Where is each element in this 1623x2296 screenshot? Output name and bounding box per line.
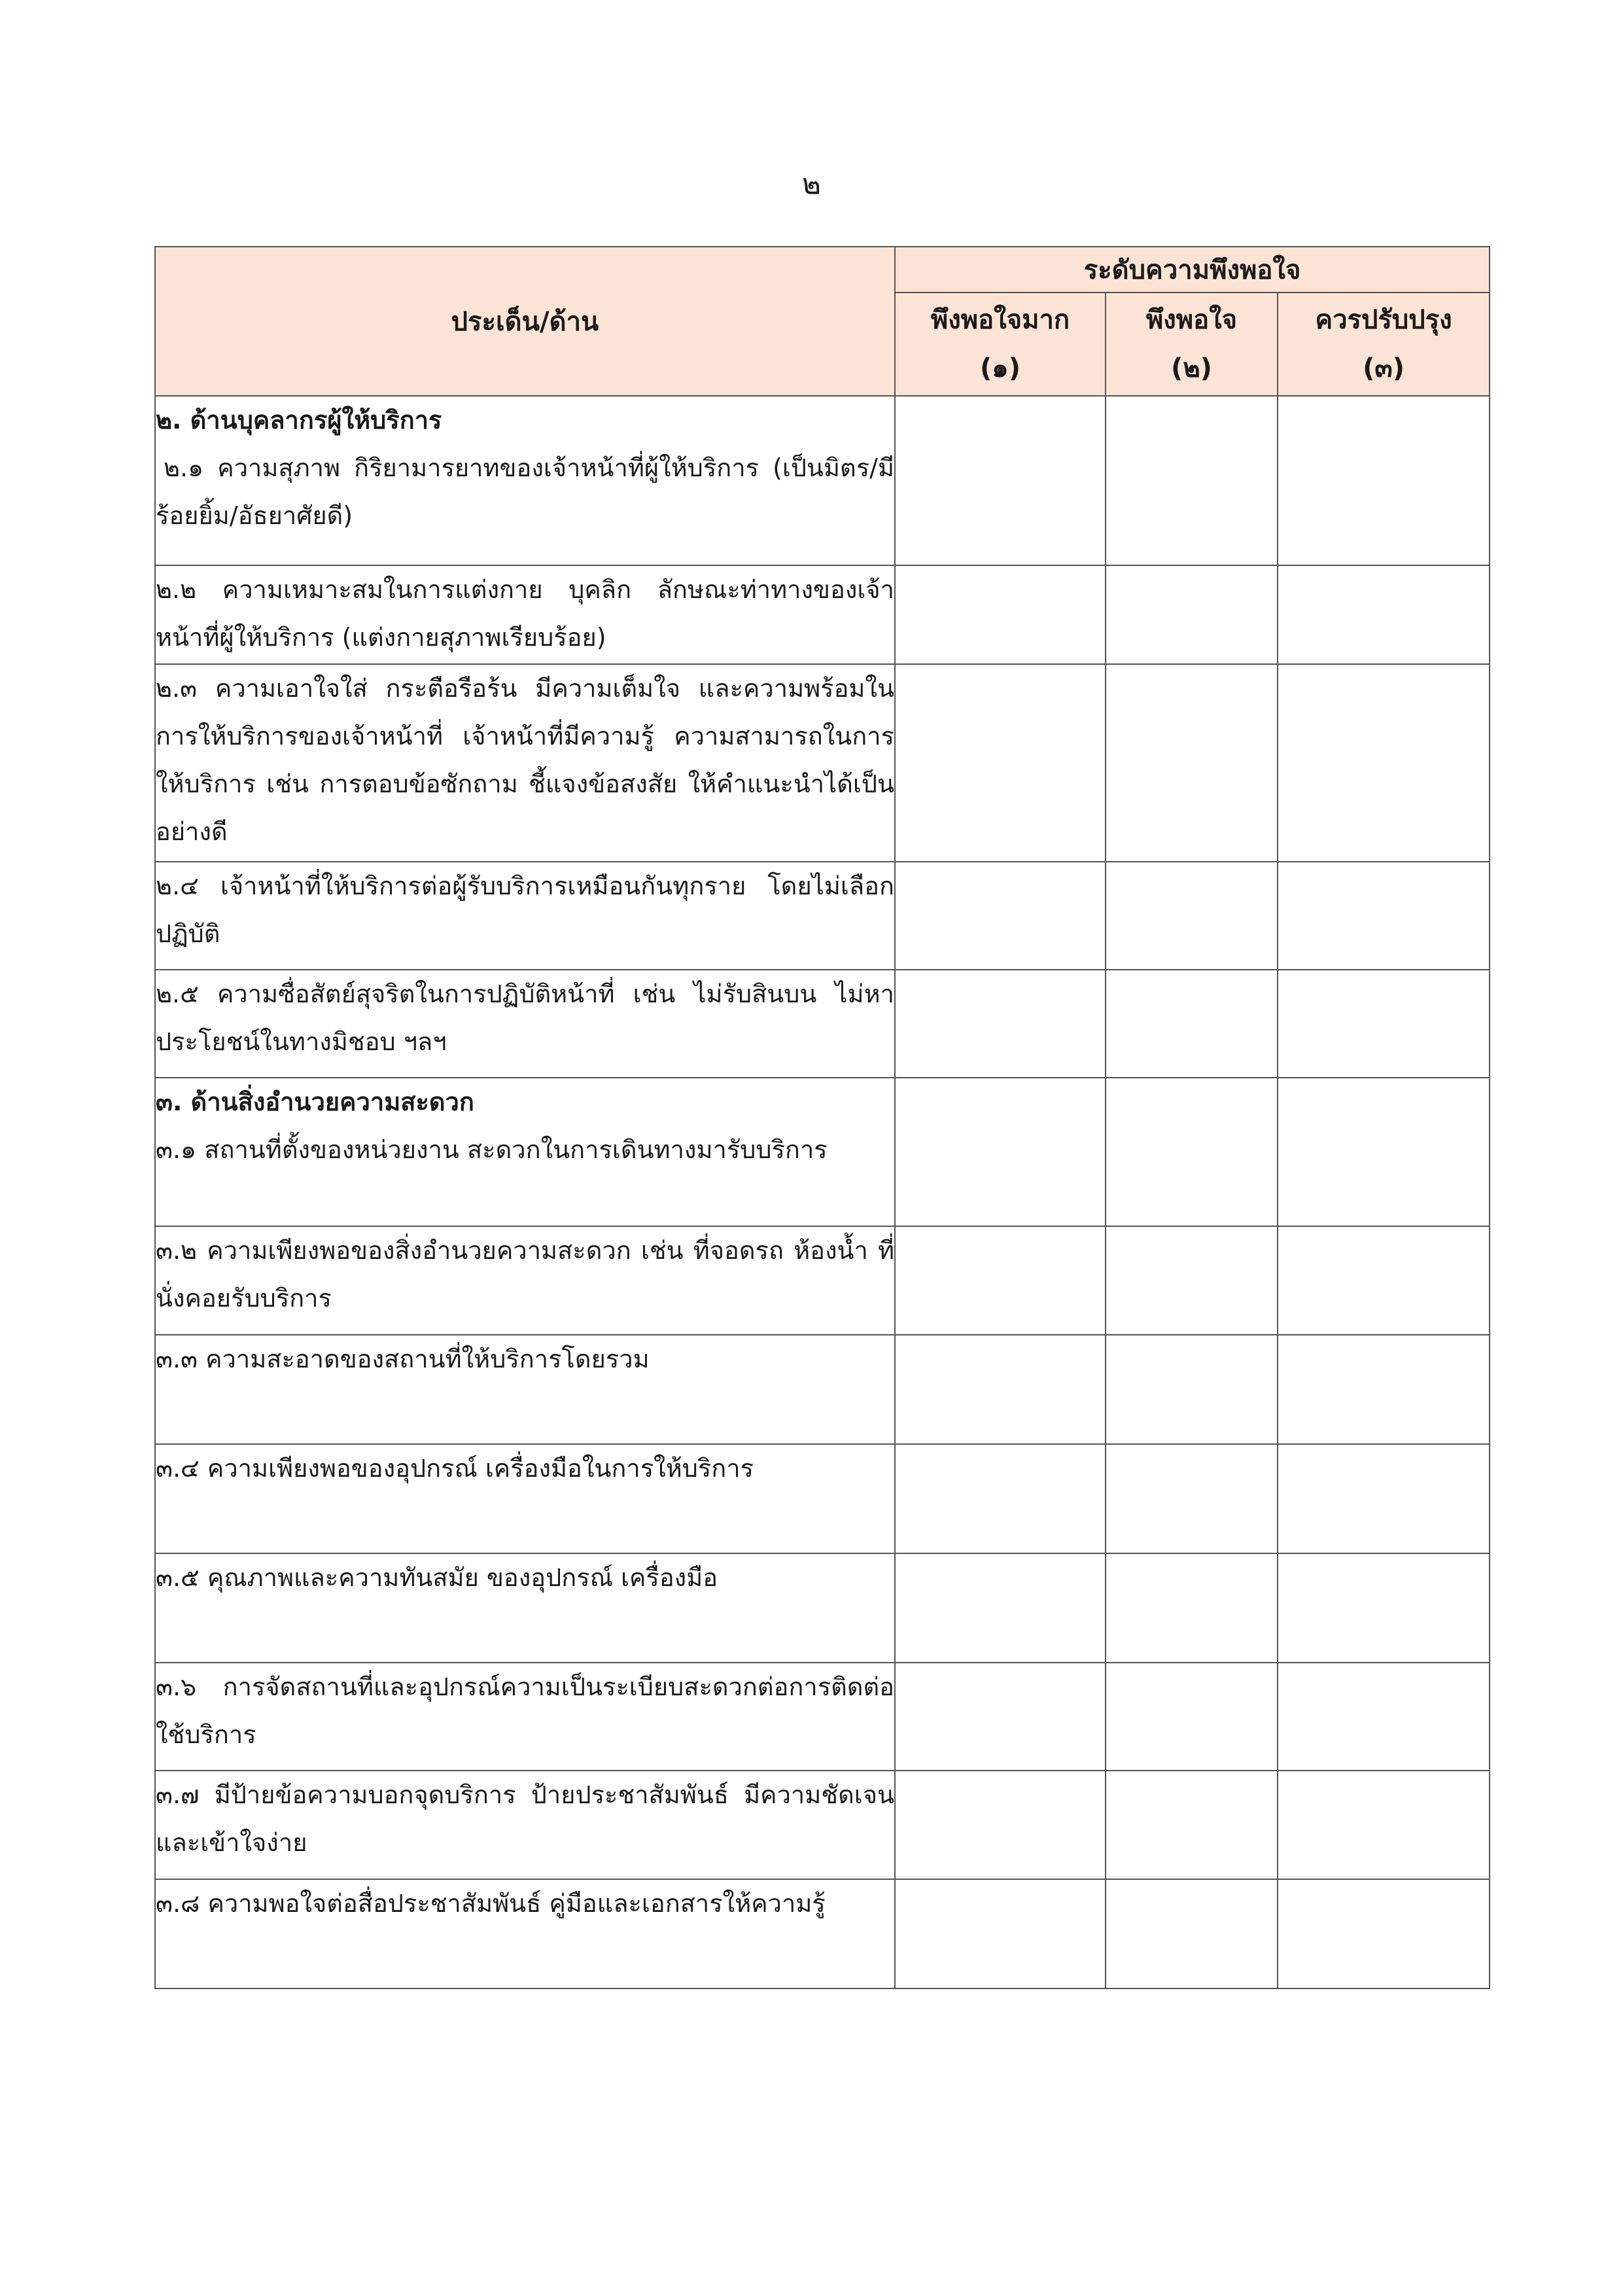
table-row (155, 1879, 1490, 1988)
item-text: ๓.๔ ความเพียงพอของอุปกรณ์ เครื่องมือในการให้บริการ (155, 1444, 895, 1553)
item-text: ๒.๕ ความซื่อสัตย์สุจริตในการปฏิบัติหน้าที่ เช่น ไม่รับสินบน ไม่หาประโยชน์ในทางมิชอบ ฯลฯ (155, 970, 895, 1078)
header-satisfaction-level: ระดับความพึงพอใจ (895, 247, 1490, 292)
rating-cell-2[interactable] (1106, 1771, 1278, 1879)
item-text: ๓.๖ การจัดสถานที่และอุปกรณ์ความเป็นระเบียบสะดวกต่อการติดต่อใช้บริการ (155, 1663, 895, 1771)
header-number: (๑) (980, 353, 1021, 383)
rating-cell-1[interactable] (895, 1226, 1106, 1335)
rating-cell-2[interactable] (1106, 1444, 1278, 1553)
rating-cell-2[interactable] (1106, 970, 1278, 1078)
rating-cell-2[interactable] (1106, 1078, 1278, 1226)
page-number: ๒ (801, 168, 821, 201)
table-row (155, 664, 1490, 862)
rating-cell-2[interactable] (1106, 565, 1278, 664)
rating-cell-3[interactable] (1278, 862, 1490, 970)
rating-cell-3[interactable] (1278, 1335, 1490, 1444)
rating-cell-1[interactable] (895, 862, 1106, 970)
item-text: ๓.๓ ความสะอาดของสถานที่ให้บริการโดยรวม (155, 1335, 895, 1444)
table-row (155, 1663, 1490, 1771)
rating-cell-1[interactable] (895, 664, 1106, 862)
rating-cell-1[interactable] (895, 396, 1106, 565)
rating-cell-3[interactable] (1278, 1078, 1490, 1226)
rating-cell-3[interactable] (1278, 664, 1490, 862)
rating-cell-3[interactable] (1278, 565, 1490, 664)
rating-cell-2[interactable] (1106, 1879, 1278, 1988)
rating-cell-1[interactable] (895, 1771, 1106, 1879)
rating-cell-1[interactable] (895, 1663, 1106, 1771)
rating-cell-3[interactable] (1278, 1553, 1490, 1663)
rating-cell-1[interactable] (895, 970, 1106, 1078)
section-title: ๒. ด้านบุคลากรผู้ให้บริการ (156, 406, 442, 434)
table-row (155, 1553, 1490, 1663)
table-row (155, 970, 1490, 1078)
header-very-satisfied (895, 292, 1106, 396)
rating-cell-2[interactable] (1106, 664, 1278, 862)
table-row (155, 1226, 1490, 1335)
item-cell (155, 1078, 895, 1226)
rating-cell-1[interactable] (895, 1335, 1106, 1444)
table-row (155, 1771, 1490, 1879)
header-satisfied (1106, 292, 1278, 396)
table-row (155, 1335, 1490, 1444)
item-text: ๒.๔ เจ้าหน้าที่ให้บริการต่อผู้รับบริการเหมือนกันทุกราย โดยไม่เลือกปฏิบัติ (155, 862, 895, 970)
table-row (155, 565, 1490, 664)
rating-cell-1[interactable] (895, 1444, 1106, 1553)
rating-cell-2[interactable] (1106, 1553, 1278, 1663)
header-number: (๓) (1363, 353, 1405, 383)
rating-cell-1[interactable] (895, 565, 1106, 664)
table-row (155, 1444, 1490, 1553)
rating-cell-3[interactable] (1278, 1771, 1490, 1879)
rating-cell-2[interactable] (1106, 1335, 1278, 1444)
rating-cell-2[interactable] (1106, 396, 1278, 565)
header-label: พึงพอใจ (1145, 305, 1238, 335)
rating-cell-2[interactable] (1106, 1663, 1278, 1771)
item-text: ๓.๑ สถานที่ตั้งของหน่วยงาน สะดวกในการเดินทางมารับบริการ (156, 1135, 828, 1164)
item-text: ๓.๕ คุณภาพและความทันสมัย ของอุปกรณ์ เครื่องมือ (155, 1553, 895, 1663)
rating-cell-3[interactable] (1278, 1226, 1490, 1335)
table-row (155, 862, 1490, 970)
item-text: ๓.๒ ความเพียงพอของสิ่งอำนวยความสะดวก เช่น ที่จอดรถ ห้องน้ำ ที่นั่งคอยรับบริการ (155, 1226, 895, 1335)
header-needs-improvement (1278, 292, 1490, 396)
item-text: ๒.๑ ความสุภาพ กิริยามารยาทของเจ้าหน้าที่ผู้ให้บริการ (เป็นมิตร/มีร้อยยิ้ม/อัธยาศัยดี) (156, 453, 894, 530)
rating-cell-2[interactable] (1106, 1226, 1278, 1335)
rating-cell-1[interactable] (895, 1879, 1106, 1988)
header-number: (๒) (1171, 353, 1212, 383)
item-text: ๓.๘ ความพอใจต่อสื่อประชาสัมพันธ์ คู่มือและเอกสารให้ความรู้ (155, 1879, 895, 1988)
item-text: ๒.๒ ความเหมาะสมในการแต่งกาย บุคลิก ลักษณะท่าทางของเจ้าหน้าที่ผู้ให้บริการ (แต่งกายสุภาพเรียบร้อย) (155, 565, 895, 664)
item-text: ๓.๗ มีป้ายข้อความบอกจุดบริการ ป้ายประชาสัมพันธ์ มีความชัดเจนและเข้าใจง่าย (155, 1771, 895, 1879)
satisfaction-table (154, 246, 1490, 1989)
header-label: พึงพอใจมาก (930, 305, 1070, 335)
rating-cell-2[interactable] (1106, 862, 1278, 970)
header-label: ควรปรับปรุง (1315, 305, 1452, 335)
table-row (155, 1078, 1490, 1226)
table-row (155, 396, 1490, 565)
rating-cell-3[interactable] (1278, 1663, 1490, 1771)
rating-cell-1[interactable] (895, 1078, 1106, 1226)
rating-cell-1[interactable] (895, 1553, 1106, 1663)
section-title: ๓. ด้านสิ่งอำนวยความสะดวก (156, 1087, 474, 1116)
item-text: ๒.๓ ความเอาใจใส่ กระตือรือร้น มีความเต็มใจ และความพร้อมในการให้บริการของเจ้าหน้าที่ เจ้าหน้าที่มีความรู้ ความสามารถในการให้บริการ เช่น การตอบข้อซักถาม ชี้แจงข้อสงสัย ให้คำแนะนำได้เป็นอย่างดี (155, 664, 895, 862)
rating-cell-3[interactable] (1278, 396, 1490, 565)
rating-cell-3[interactable] (1278, 970, 1490, 1078)
rating-cell-3[interactable] (1278, 1444, 1490, 1553)
item-cell (155, 396, 895, 565)
header-topic: ประเด็น/ด้าน (155, 247, 895, 396)
rating-cell-3[interactable] (1278, 1879, 1490, 1988)
